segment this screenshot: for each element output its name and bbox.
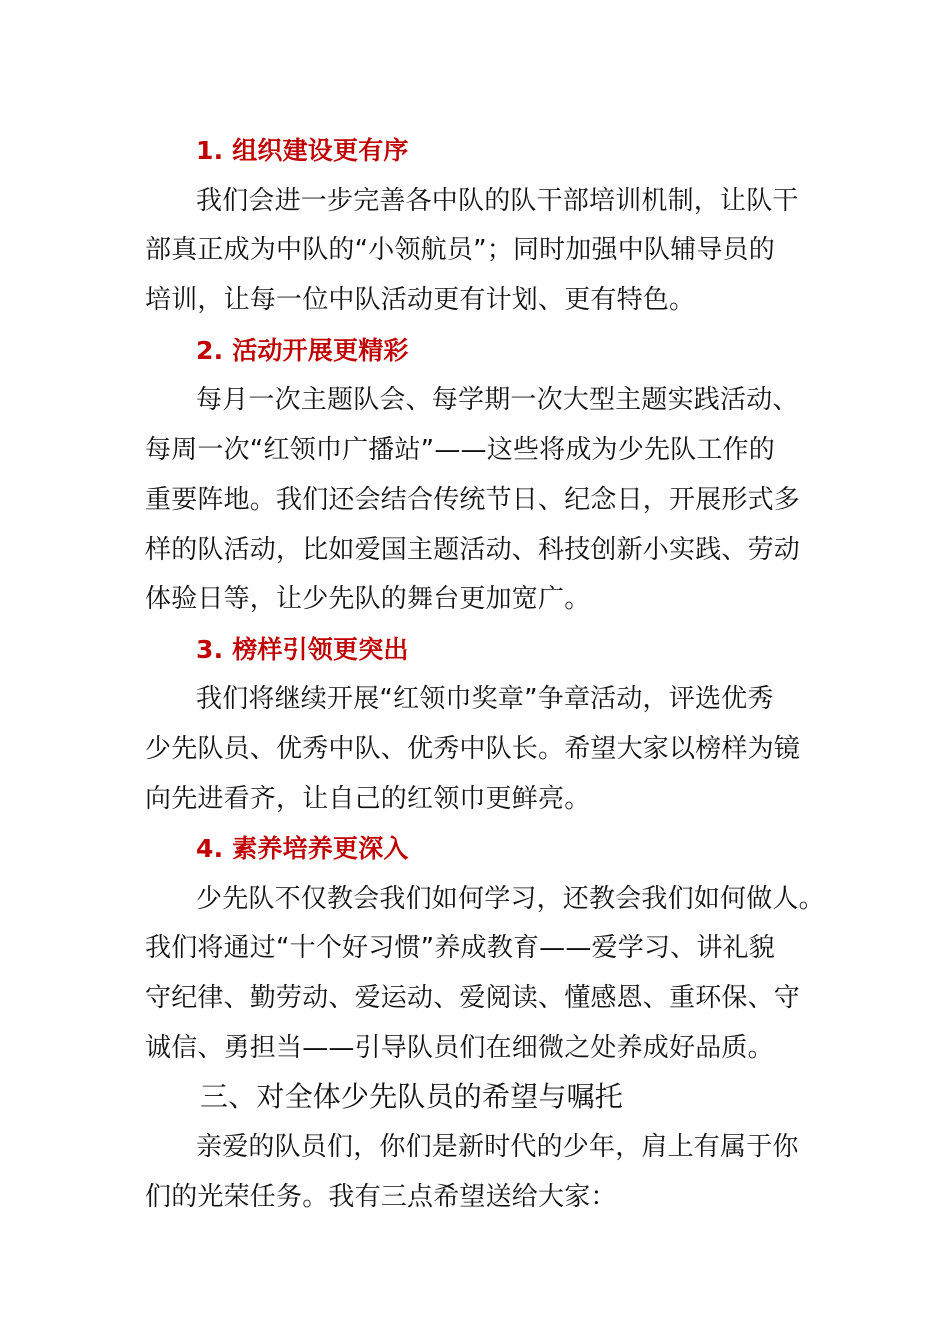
paragraph-line: 每月一次主题队会、每学期一次大型主题实践活动、 (196, 385, 799, 415)
paragraph-line: 们的光荣任务。我有三点希望送给大家： (145, 1182, 617, 1212)
item-heading-3: 3. 榜样引领更突出 (196, 635, 409, 664)
paragraph-line: 我们将通过“十个好习惯”养成教育——爱学习、讲礼貌 (145, 933, 775, 963)
paragraph-line: 部真正成为中队的“小领航员”；同时加强中队辅导员的 (145, 235, 775, 265)
paragraph-line: 少先队不仅教会我们如何学习，还教会我们如何做人。 (196, 884, 825, 914)
paragraph-line: 我们将继续开展“红领巾奖章”争章活动，评选优秀 (196, 684, 774, 714)
paragraph-line: 重要阵地。我们还会结合传统节日、纪念日，开展形式多 (145, 485, 801, 515)
section-title: 三、对全体少先队员的希望与嘱托 (200, 1080, 624, 1113)
paragraph-line: 诚信、勇担当——引导队员们在细微之处养成好品质。 (145, 1033, 774, 1063)
item-heading-1: 1. 组织建设更有序 (196, 136, 409, 165)
paragraph-line: 体验日等，让少先队的舞台更加宽广。 (145, 584, 591, 614)
paragraph-line: 培训，让每一位中队活动更有计划、更有特色。 (145, 285, 696, 315)
item-heading-2: 2. 活动开展更精彩 (196, 336, 409, 365)
paragraph-line: 我们会进一步完善各中队的队干部培训机制，让队干 (196, 186, 799, 216)
paragraph-line: 每周一次“红领巾广播站”——这些将成为少先队工作的 (145, 435, 775, 465)
paragraph-line: 守纪律、勤劳动、爱运动、爱阅读、懂感恩、重环保、守 (145, 983, 801, 1013)
paragraph-line: 亲爱的队员们，你们是新时代的少年，肩上有属于你 (196, 1132, 799, 1162)
paragraph-line: 少先队员、优秀中队、优秀中队长。希望大家以榜样为镜 (145, 734, 801, 764)
item-heading-4: 4. 素养培养更深入 (196, 834, 409, 863)
paragraph-line: 样的队活动，比如爱国主题活动、科技创新小实践、劳动 (145, 535, 801, 565)
paragraph-line: 向先进看齐，让自己的红领巾更鲜亮。 (145, 784, 591, 814)
